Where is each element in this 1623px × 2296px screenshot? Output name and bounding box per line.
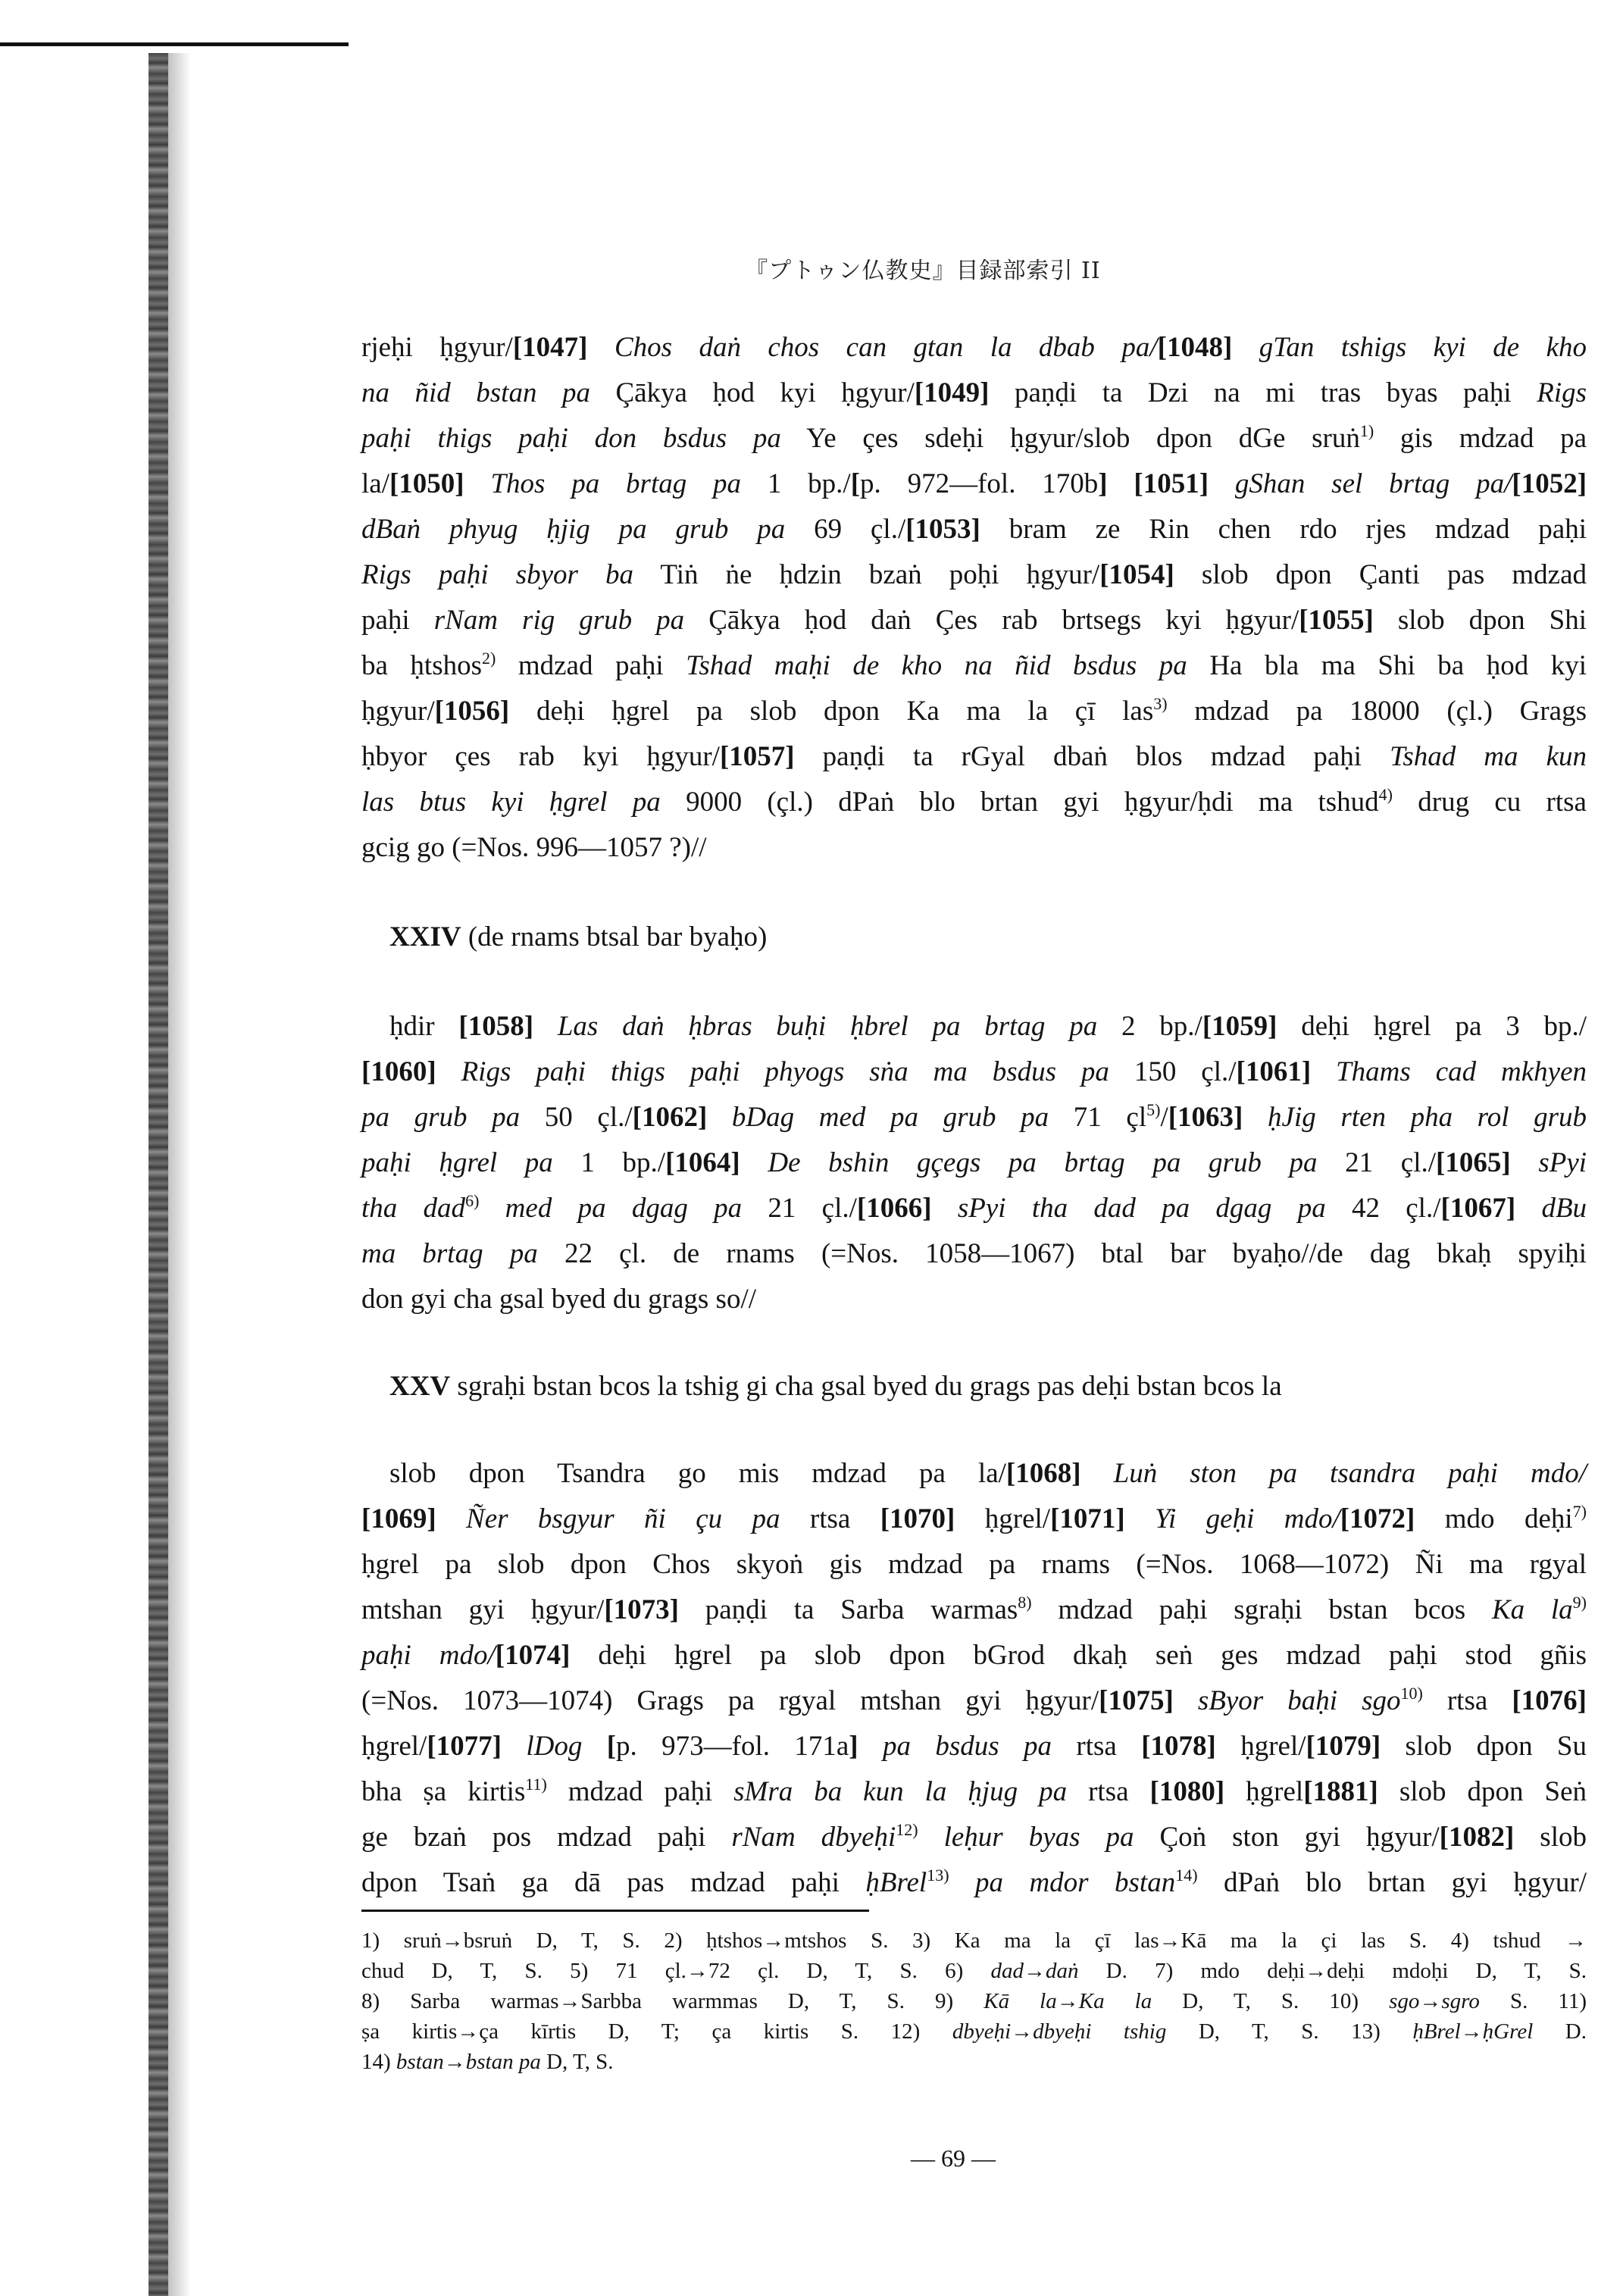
bold-number: [1047] xyxy=(512,332,588,363)
bold-number: [1056] xyxy=(434,696,510,727)
text-run: 69 çl./ xyxy=(785,514,906,545)
text-run: ḥgrel pa slob dpon Chos skyoṅ gis mdzad pa rnams (=Nos. 1068—1072) Ñi ma rgyal xyxy=(361,1549,1587,1580)
italic-title: Ka la xyxy=(1491,1594,1573,1625)
text-run xyxy=(436,1503,466,1534)
italic-title: na ñid bstan pa xyxy=(361,377,590,408)
bold-number: [1050] xyxy=(389,468,464,499)
text-line xyxy=(361,1231,1587,1277)
text-run: 150 çl./ xyxy=(1109,1056,1237,1087)
text-run: 1 bp./ xyxy=(552,1147,666,1178)
text-line xyxy=(361,1497,1587,1542)
footnote-ref: 7) xyxy=(1572,1502,1587,1521)
bold-number: [1077] xyxy=(427,1731,502,1762)
italic-title: sMra ba kun la ḥjug pa xyxy=(733,1776,1068,1807)
text-run: mdzad paḥi xyxy=(496,650,686,681)
italic-title: ma brtag pa xyxy=(361,1238,538,1269)
text-run: rtsa xyxy=(780,1503,880,1534)
text-run: ḥgrel/ xyxy=(955,1503,1051,1534)
text-run: mdzad paḥi sgraḥi bstan bcos xyxy=(1031,1594,1492,1625)
italic-title: Chos daṅ chos can gtan la dbab pa/ xyxy=(614,332,1158,363)
text-line xyxy=(361,1542,1587,1587)
section-heading-xxiv xyxy=(361,915,1587,960)
text-run xyxy=(533,1011,558,1042)
footnote-ref: 5) xyxy=(1146,1100,1161,1119)
text-run xyxy=(1232,332,1259,363)
text-run: gis mdzad pa xyxy=(1374,423,1587,454)
text-line xyxy=(361,1587,1587,1633)
text-run: ḥdir xyxy=(389,1011,459,1042)
text-run xyxy=(479,1193,505,1224)
text-run: ḥgrel/ xyxy=(1215,1731,1306,1762)
bold-number: [1071] xyxy=(1050,1503,1125,1534)
text-run: 1) sruṅ→bsruṅ D, T, S. 2) ḥtshos→mtshos S. 3) Ka ma la çī las→Kā ma la çi las S. 4) tshud → xyxy=(361,1928,1587,1953)
text-run: ḥgyur/ xyxy=(361,696,435,727)
italic-title: Rigs xyxy=(1537,377,1587,408)
text-run: 71 çl xyxy=(1049,1102,1147,1133)
bold-number: [1070] xyxy=(880,1503,955,1534)
text-run: Çākya ḥod kyi ḥgyur/ xyxy=(589,377,915,408)
italic-title: Las daṅ ḥbras buḥi ḥbrel pa brtag pa xyxy=(557,1011,1098,1042)
footnote-ref: 14) xyxy=(1175,1866,1198,1885)
text-run: S. 11) xyxy=(1479,1989,1587,2013)
text-run: / xyxy=(1160,1102,1168,1133)
text-run: D. 7) mdo deḥi→deḥi mdoḥi D, T, S. xyxy=(1078,1959,1587,1983)
bold-number: [1053] xyxy=(905,514,980,545)
text-run: dPaṅ blo brtan gyi ḥgyur/ xyxy=(1197,1867,1587,1898)
italic-title: dad→daṅ xyxy=(990,1959,1079,1983)
text-run: ḥbyor çes rab kyi ḥgyur/ xyxy=(361,741,720,772)
text-line xyxy=(361,780,1587,825)
bold-number: [1079] xyxy=(1306,1731,1381,1762)
paragraph-catalogue-1047-1057 xyxy=(361,325,1587,871)
text-run: slob dpon Çanti pas mdzad xyxy=(1174,559,1587,590)
text-run: paṇḍi ta rGyal dbaṅ blos mdzad paḥi xyxy=(794,741,1390,772)
text-run: 21 çl./ xyxy=(1317,1147,1437,1178)
text-run: slob dpon Shi xyxy=(1373,605,1587,636)
italic-title: paḥi ḥgrel pa xyxy=(361,1147,553,1178)
italic-title: rNam dbyeḥi xyxy=(731,1822,896,1853)
italic-title: sByor baḥi sgo xyxy=(1197,1685,1401,1716)
text-run: sgraḥi bstan bcos la tshig gi cha gsal byed du grags pas deḥi bstan bcos la xyxy=(450,1371,1282,1402)
italic-title: bstan→bstan pa xyxy=(396,2050,541,2074)
text-line xyxy=(361,1451,1587,1497)
text-line xyxy=(361,825,1587,871)
bold-number: [1052] xyxy=(1512,468,1587,499)
footnote-ref: 11) xyxy=(525,1775,547,1794)
italic-title: paḥi mdo/ xyxy=(361,1640,496,1671)
italic-title: Yi geḥi mdo/ xyxy=(1155,1503,1340,1534)
text-run: ṣa kirtis→ça kīrtis D, T; ça kirtis S. 12) xyxy=(361,2019,952,2044)
text-run: gcig go (=Nos. 996—1057 ?)// xyxy=(361,832,707,863)
text-run: 14) xyxy=(361,2050,396,2074)
bold-number: [1074] xyxy=(495,1640,571,1671)
bold-number: [ xyxy=(606,1731,617,1762)
text-run: paḥi xyxy=(361,605,434,636)
text-line xyxy=(361,1815,1587,1860)
bold-number: [1061] xyxy=(1236,1056,1312,1087)
text-run xyxy=(1125,1503,1155,1534)
text-run xyxy=(1174,1685,1198,1716)
text-run: Tiṅ ṅe ḥdzin bzaṅ poḥi ḥgyur/ xyxy=(633,559,1100,590)
footnotes xyxy=(361,1925,1587,2077)
text-run: don gyi cha gsal byed du grags so// xyxy=(361,1284,756,1315)
text-line xyxy=(361,689,1587,734)
italic-title: Ñer bsgyur ñi çu pa xyxy=(466,1503,780,1534)
text-run: Çoṅ ston gyi ḥgyur/ xyxy=(1134,1822,1440,1853)
text-line xyxy=(361,734,1587,780)
text-run: 50 çl./ xyxy=(520,1102,633,1133)
text-run: D, T, S. 13) xyxy=(1166,2019,1413,2044)
text-run xyxy=(932,1193,958,1224)
bold-number: [1060] xyxy=(361,1056,436,1087)
italic-title: De bshin gçegs pa brtag pa grub pa xyxy=(768,1147,1318,1178)
italic-title: dBu xyxy=(1541,1193,1587,1224)
text-line xyxy=(361,1860,1587,1906)
footnote-separator xyxy=(361,1910,869,1912)
italic-title: dBaṅ phyug ḥjig pa grub pa xyxy=(361,514,786,545)
text-line xyxy=(361,371,1587,416)
text-run xyxy=(436,1056,461,1087)
bold-number: [1066] xyxy=(856,1193,932,1224)
text-run: D, T, S. xyxy=(540,2050,614,2074)
bold-number: [1049] xyxy=(914,377,990,408)
footnote-ref: 13) xyxy=(927,1866,949,1885)
italic-title: dbyeḥi→dbyeḥi tshig xyxy=(952,2019,1167,2044)
italic-title: Tshad ma kun xyxy=(1390,741,1587,772)
italic-title: rNam rig grub pa xyxy=(433,605,685,636)
italic-title: pa mdor bstan xyxy=(975,1867,1176,1898)
italic-title: sPyi tha dad pa dgag pa xyxy=(957,1193,1326,1224)
text-run: paṇḍi ta Dzi na mi tras byas paḥi xyxy=(989,377,1537,408)
footnote-ref: 2) xyxy=(482,649,496,668)
paragraph-catalogue-1058-1067 xyxy=(361,1004,1587,1322)
footnote-line xyxy=(361,2047,1587,2077)
italic-title: pa grub pa xyxy=(361,1102,521,1133)
text-run: drug cu rtsa xyxy=(1393,787,1587,818)
text-line xyxy=(361,507,1587,552)
scan-border-line xyxy=(0,42,349,46)
italic-title: gTan tshigs kyi de kho xyxy=(1259,332,1587,363)
text-run xyxy=(582,1731,606,1762)
bold-number: [1072] xyxy=(1340,1503,1415,1534)
footnote-ref: 10) xyxy=(1400,1684,1423,1703)
text-run: slob xyxy=(1514,1822,1587,1853)
text-line xyxy=(361,1095,1587,1140)
text-run: Ye çes sdeḥi ḥgyur/slob dpon dGe sruṅ xyxy=(780,423,1360,454)
text-run xyxy=(740,1147,768,1178)
text-run: deḥi ḥgrel pa 3 bp./ xyxy=(1277,1011,1587,1042)
italic-title: pa bsdus pa xyxy=(883,1731,1052,1762)
italic-title: Rigs paḥi thigs paḥi phyogs sṅa ma bsdus pa xyxy=(461,1056,1109,1087)
bold-number: [1055] xyxy=(1299,605,1374,636)
bold-number: [1076] xyxy=(1512,1685,1587,1716)
footnote-ref: 1) xyxy=(1359,421,1374,440)
italic-title: Rigs paḥi sbyor ba xyxy=(361,559,633,590)
text-run xyxy=(1209,468,1235,499)
text-run: rjeḥi ḥgyur/ xyxy=(361,332,513,363)
text-run: mdo deḥi xyxy=(1415,1503,1573,1534)
footnote-ref: 3) xyxy=(1153,694,1168,713)
footnote-line xyxy=(361,2016,1587,2047)
text-run: 2 bp./ xyxy=(1097,1011,1202,1042)
footnote-ref: 4) xyxy=(1378,785,1393,804)
bold-number: XXV xyxy=(389,1371,451,1402)
italic-title: ḥBrel xyxy=(865,1867,927,1898)
text-run xyxy=(1243,1102,1268,1133)
text-run: rtsa xyxy=(1422,1685,1512,1716)
text-line xyxy=(361,915,1587,960)
text-run: 8) Sarba warmas→Sarbba warmmas D, T, S. 9) xyxy=(361,1989,984,2013)
text-line xyxy=(361,461,1587,507)
text-run: mdzad paḥi xyxy=(546,1776,734,1807)
running-header: 『プトゥン仏教史』目録部索引 II xyxy=(745,258,1101,284)
text-line xyxy=(361,1724,1587,1769)
bold-number: [1067] xyxy=(1440,1193,1516,1224)
footnote-line xyxy=(361,1986,1587,2016)
text-run: 22 çl. de rnams (=Nos. 1058—1067) btal bar byaḥo//de dag bkaḥ spyiḥi xyxy=(537,1238,1587,1269)
footnote-ref: 9) xyxy=(1572,1593,1587,1612)
text-run xyxy=(949,1867,975,1898)
text-line xyxy=(361,416,1587,461)
text-run xyxy=(502,1731,526,1762)
text-run: (=Nos. 1073—1074) Grags pa rgyal mtshan gyi ḥgyur/ xyxy=(361,1685,1099,1716)
text-run xyxy=(464,468,491,499)
italic-title: sgo→sgro xyxy=(1389,1989,1480,2013)
bold-number: [1075] xyxy=(1099,1685,1174,1716)
bold-number: [1078] xyxy=(1141,1731,1216,1762)
text-run: rtsa xyxy=(1052,1731,1142,1762)
bold-number: [ xyxy=(850,468,861,499)
page-number: — 69 — xyxy=(911,2144,996,2172)
text-line xyxy=(361,1186,1587,1231)
text-run: la/ xyxy=(361,468,389,499)
footnote-ref: 6) xyxy=(465,1191,480,1210)
text-run xyxy=(1081,1458,1114,1489)
italic-title: las btus kyi ḥgrel pa xyxy=(361,787,661,818)
bold-number: [1065] xyxy=(1436,1147,1511,1178)
bold-number: [1068] xyxy=(1005,1458,1081,1489)
text-run: ba ḥtshos xyxy=(361,650,483,681)
text-run: 21 çl./ xyxy=(742,1193,857,1224)
text-line xyxy=(361,1364,1587,1409)
bold-number: [1082] xyxy=(1439,1822,1515,1853)
italic-title: ḥJig rten pha rol grub xyxy=(1268,1102,1587,1133)
italic-title: leḥur byas pa xyxy=(943,1822,1134,1853)
text-run: mdzad pa 18000 (çl.) Grags xyxy=(1167,696,1587,727)
text-run: 9000 (çl.) dPaṅ blo brtan gyi ḥgyur/ḥdi ma tshud xyxy=(660,787,1379,818)
text-run: (de rnams btsal bar byaḥo) xyxy=(461,921,768,952)
text-run: chud D, T, S. 5) 71 çl.→72 çl. D, T, S. 6) xyxy=(361,1959,991,1983)
text-run: Çākya ḥod daṅ Çes rab brtsegs kyi ḥgyur/ xyxy=(684,605,1299,636)
text-run xyxy=(918,1822,944,1853)
italic-title: tha dad xyxy=(361,1193,466,1224)
text-run: D. xyxy=(1533,2019,1587,2044)
bold-number: [1063] xyxy=(1168,1102,1243,1133)
text-run: dpon Tsaṅ ga dā pas mdzad paḥi xyxy=(361,1867,866,1898)
text-run: p. 973—fol. 171a xyxy=(616,1731,849,1762)
bold-number: [1058] xyxy=(458,1011,534,1042)
bold-number: [1062] xyxy=(632,1102,708,1133)
text-run: ḥgrel xyxy=(1224,1776,1304,1807)
bold-number: [1881] xyxy=(1303,1776,1378,1807)
bold-number: XXIV xyxy=(389,921,461,952)
italic-title: gShan sel brtag pa/ xyxy=(1234,468,1512,499)
italic-title: bDag med pa grub pa xyxy=(731,1102,1049,1133)
text-line xyxy=(361,1678,1587,1724)
text-run xyxy=(588,332,614,363)
italic-title: Tshad maḥi de kho na ñid bsdus pa xyxy=(686,650,1187,681)
text-line xyxy=(361,1049,1587,1095)
bold-number: [1064] xyxy=(665,1147,740,1178)
text-line xyxy=(361,552,1587,598)
text-run: 1 bp./ xyxy=(741,468,851,499)
text-line xyxy=(361,325,1587,371)
italic-title: ḥBrel→ḥGrel xyxy=(1412,2019,1534,2044)
bold-number: ] xyxy=(1098,468,1108,499)
bold-number: [1069] xyxy=(361,1503,436,1534)
text-run: slob dpon Seṅ xyxy=(1378,1776,1587,1807)
bold-number: [1057] xyxy=(719,741,795,772)
text-line xyxy=(361,1769,1587,1815)
italic-title: sPyi xyxy=(1538,1147,1587,1178)
text-run xyxy=(1511,1147,1539,1178)
text-run xyxy=(1311,1056,1336,1087)
text-line xyxy=(361,598,1587,643)
italic-title: Kā la→Ka la xyxy=(983,1989,1152,2013)
paragraph-catalogue-1068-1082 xyxy=(361,1451,1587,1906)
text-run: bram ze Rin chen rdo rjes mdzad paḥi xyxy=(980,514,1587,545)
text-run: deḥi ḥgrel pa slob dpon Ka ma la çī las xyxy=(509,696,1154,727)
text-run: ge bzaṅ pos mdzad paḥi xyxy=(361,1822,732,1853)
text-run xyxy=(1515,1193,1541,1224)
text-run xyxy=(858,1731,883,1762)
italic-title: Luṅ ston pa tsandra paḥi mdo/ xyxy=(1113,1458,1587,1489)
bold-number: [1054] xyxy=(1099,559,1174,590)
italic-title: Thams cad mkhyen xyxy=(1336,1056,1587,1087)
text-line xyxy=(361,643,1587,689)
bold-number: [1059] xyxy=(1202,1011,1277,1042)
italic-title: med pa dgag pa xyxy=(505,1193,743,1224)
text-line xyxy=(361,1277,1587,1322)
footnote-ref: 8) xyxy=(1018,1593,1032,1612)
text-run: slob dpon Tsandra go mis mdzad pa la/ xyxy=(389,1458,1006,1489)
bold-number: [1051] xyxy=(1134,468,1209,499)
text-line xyxy=(361,1004,1587,1049)
footnote-line xyxy=(361,1925,1587,1956)
bold-number: [1080] xyxy=(1149,1776,1225,1807)
text-run: deḥi ḥgrel pa slob dpon bGrod dkaḥ seṅ ges mdzad paḥi stod gñis xyxy=(570,1640,1587,1671)
text-run: D, T, S. 10) xyxy=(1152,1989,1390,2013)
italic-title: Thos pa brtag pa xyxy=(490,468,742,499)
text-run: slob dpon Su xyxy=(1381,1731,1587,1762)
text-run xyxy=(707,1102,732,1133)
text-run: 42 çl./ xyxy=(1325,1193,1441,1224)
text-run: Ha bla ma Shi ba ḥod kyi xyxy=(1187,650,1587,681)
scan-binding-shadow xyxy=(168,53,191,2296)
text-run: ḥgrel/ xyxy=(361,1731,427,1762)
italic-title: paḥi thigs paḥi don bsdus pa xyxy=(361,423,781,454)
section-heading-xxv xyxy=(361,1364,1587,1409)
text-run: mtshan gyi ḥgyur/ xyxy=(361,1594,605,1625)
text-run xyxy=(1108,468,1134,499)
italic-title: lDog xyxy=(526,1731,583,1762)
text-run: rtsa xyxy=(1067,1776,1150,1807)
footnote-line xyxy=(361,1956,1587,1986)
text-run: p. 972—fol. 170b xyxy=(860,468,1099,499)
scan-binding-edge xyxy=(149,53,168,2296)
bold-number: [1048] xyxy=(1157,332,1233,363)
bold-number: ] xyxy=(849,1731,858,1762)
bold-number: [1073] xyxy=(604,1594,679,1625)
text-line xyxy=(361,1140,1587,1186)
text-line xyxy=(361,1633,1587,1678)
footnote-ref: 12) xyxy=(896,1820,918,1839)
text-run: bha ṣa kirtis xyxy=(361,1776,526,1807)
text-run: paṇḍi ta Sarba warmas xyxy=(678,1594,1018,1625)
